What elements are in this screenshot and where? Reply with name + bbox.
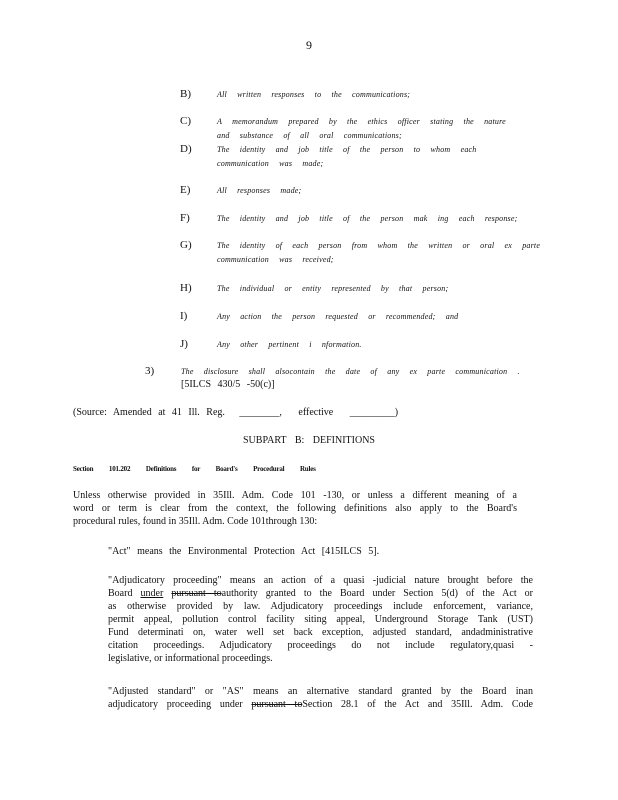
list-label-g: G) bbox=[180, 239, 192, 251]
definition-act: "Act" means the Environmental Protection Act [415ILCS 5]. bbox=[108, 546, 380, 557]
adj-proc-line-4: permit appeal, pollution control facility siting appeal, Underground Storage Tank (UST) bbox=[108, 614, 533, 625]
inserted-text: under bbox=[140, 588, 164, 599]
source-effective: effective bbox=[298, 407, 334, 418]
intro-paragraph bbox=[73, 489, 517, 528]
deleted-text: pursuant to bbox=[171, 588, 222, 599]
subpart-heading: SUBPART B: DEFINITIONS bbox=[243, 435, 375, 446]
source-note bbox=[73, 407, 398, 418]
intro-line-1: Unless otherwise provided in 35Ill. Adm. Code 101 -130, or unless a different meaning of a bbox=[73, 490, 517, 501]
definition-adjusted-standard bbox=[108, 685, 533, 711]
list-text-j: Any other pertinent i nformation. bbox=[217, 340, 362, 349]
list-text-f: The identity and job title of the person mak ing each response; bbox=[217, 214, 518, 223]
adj-proc-line-2-rest: authority granted to the Board under Section 5(d) of the Act or bbox=[221, 588, 534, 599]
adj-proc-line-7: legislative, or informational proceedings. bbox=[108, 653, 273, 664]
list-text-i: Any action the person requested or recommended; and bbox=[217, 312, 459, 321]
list-text-h: The individual or entity represented by that person; bbox=[217, 284, 449, 293]
adj-proc-line-5: Fund determinati on, water well set back exception, adjusted standard, andadministrative bbox=[108, 627, 533, 638]
list-label-j: J) bbox=[180, 338, 188, 350]
intro-line-2: word or term is clear from the context, the following definitions also apply to the Board's bbox=[73, 503, 517, 514]
list-text-b: All written responses to the communications; bbox=[217, 90, 411, 99]
list-text-d-2: communication was made; bbox=[217, 159, 324, 168]
list-label-h: H) bbox=[180, 282, 192, 294]
list-text-e: All responses made; bbox=[217, 186, 302, 195]
list-text-g-1: The identity of each person from whom the written or oral ex parte bbox=[217, 241, 541, 250]
intro-line-3: procedural rules, found in 35Ill. Adm. Code 101through 130: bbox=[73, 516, 318, 527]
definition-adjudicatory-proceeding bbox=[108, 574, 533, 665]
source-prefix: (Source: Amended at 41 Ill. Reg. bbox=[73, 407, 225, 418]
list-label-d: D) bbox=[180, 143, 192, 155]
page-number: 9 bbox=[306, 38, 312, 52]
list-text-d-1: The identity and job title of the person to whom each bbox=[217, 145, 477, 154]
list-text-c-1: A memorandum prepared by the ethics officer stating the nature bbox=[217, 117, 506, 126]
item-3-label: 3) bbox=[145, 365, 155, 377]
source-blank-1: ________, bbox=[239, 407, 282, 418]
adj-proc-board: Board bbox=[108, 588, 133, 599]
list-text-g-2: communication was received; bbox=[217, 255, 334, 264]
section-heading: Section 101.202 Definitions for Board's Procedural Rules bbox=[73, 465, 316, 473]
adj-std-line-2-start: adjudicatory proceeding under bbox=[108, 699, 243, 710]
adj-std-line-2-rest: Section 28.1 of the Act and 35Ill. Adm. Code bbox=[302, 699, 533, 710]
list-text-c-2: and substance of all oral communications; bbox=[217, 131, 402, 140]
adj-proc-line-1: "Adjudicatory proceeding" means an action of a quasi -judicial nature brought before the bbox=[108, 575, 533, 586]
adj-std-line-2 bbox=[108, 698, 533, 711]
adj-proc-line-3: as otherwise provided by law. Adjudicatory proceedings include enforcement, variance, bbox=[108, 601, 533, 612]
item-3-text: The disclosure shall alsocontain the date of any ex parte communication . bbox=[181, 367, 520, 376]
source-blank-2: _________) bbox=[349, 407, 399, 418]
list-label-c: C) bbox=[180, 115, 191, 127]
deleted-text: pursuant to bbox=[251, 699, 303, 710]
list-label-i: I) bbox=[180, 310, 188, 322]
adj-proc-line-2 bbox=[108, 587, 533, 600]
list-label-b: B) bbox=[180, 88, 191, 100]
adj-proc-line-6: citation proceedings. Adjudicatory proceedings do not include regulatory,quasi - bbox=[108, 640, 533, 651]
item-3-citation: [5ILCS 430/5 -50(c)] bbox=[181, 379, 275, 390]
list-label-f: F) bbox=[180, 212, 190, 224]
list-label-e: E) bbox=[180, 184, 191, 196]
adj-std-line-1: "Adjusted standard" or "AS" means an alternative standard granted by the Board inan bbox=[108, 686, 533, 697]
